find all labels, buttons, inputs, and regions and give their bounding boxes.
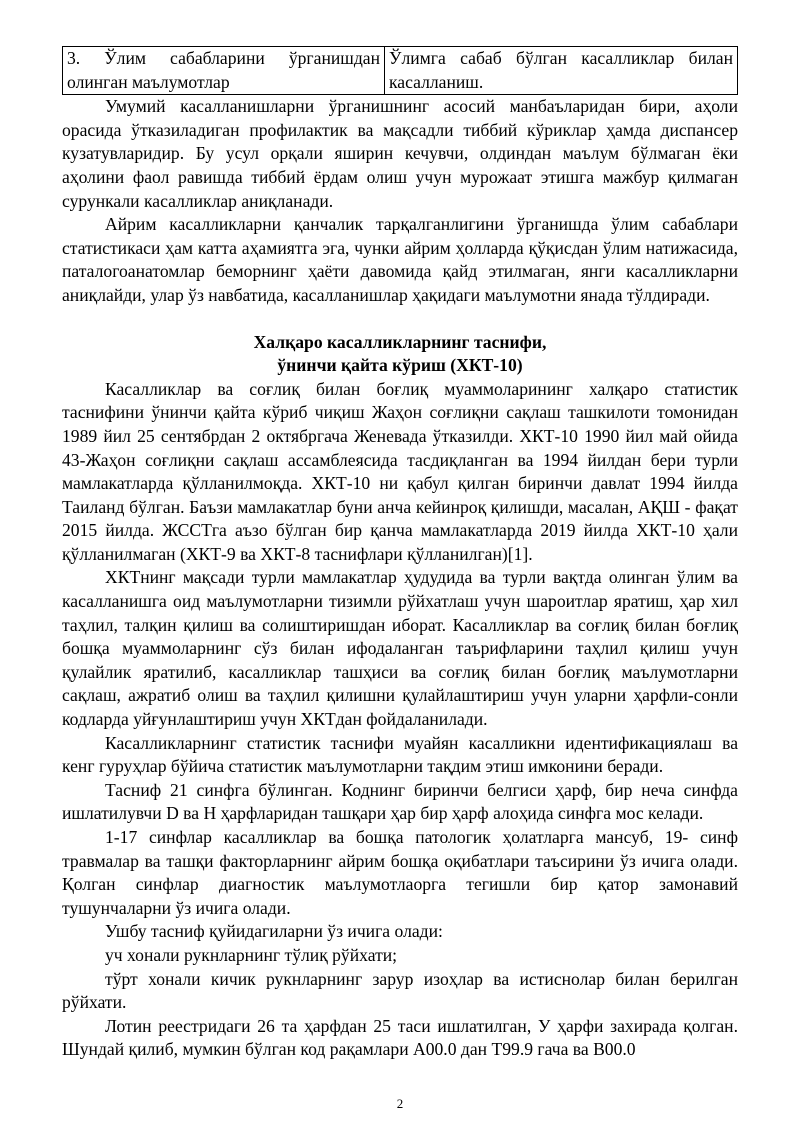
paragraph: Ушбу тасниф қуйидагиларни ўз ичига олади: (105, 921, 443, 942)
paragraph: Тасниф 21 синфга бўлинган. Коднинг биринчи белгиси ҳарф, бир неча синфда ишлатилувчи D ва H ҳарфларидан ташқари ҳар бир ҳарф алоҳида синфга мос келади. (62, 779, 738, 824)
paragraph: Касалликларнинг статистик таснифи муайян касалликни идентификациялаш ва кенг гуруҳлар бўйича статистик маълумотларни тақдим этиш имконини беради. (62, 732, 738, 777)
document-page (62, 46, 738, 1062)
section-heading (62, 331, 738, 378)
list-item: уч хонали рукнларнинг тўлиқ рўйхати; (105, 944, 398, 965)
paragraph: Умумий касалланишларни ўрганишнинг асосий манбаъларидан бири, аҳоли орасида ўтказиладиган профилактик ва мақсадли тиббий кўриклар ҳамда диспансер кузатувларидир. Бу усул орқали яширин кечувчи, олдиндан маълум бўлмаган ёки аҳолини фаол равишда тиббий ёрдам олиш учун мурожаат этишга мажбур қилмаган сурункали касалликлар аниқланади. (62, 96, 738, 211)
paragraph: Лотин реестридаги 26 та ҳарфдан 25 таси ишлатилган, У ҳарфи захирада қолган. Шундай қилиб, мумкин бўлган код рақамлари A00.0 дан T99.9 гача ва B00.0 (62, 1015, 738, 1060)
page-number: 2 (396, 1096, 404, 1111)
paragraph: Айрим касалликларни қанчалик тарқалганлигини ўрганишда ўлим сабаблари статистикаси ҳам катта аҳамиятга эга, чунки айрим ҳолларда қўқисдан ўлим натижасида, паталогоанатомлар беморнинг ҳаёти давомида қайд этилмаган, янги касалликларни аниқлайди, улар ўз навбатида, касалланишлар ҳақидаги маълумотни янада тўлдиради. (62, 214, 738, 305)
paragraph: 1-17 синфлар касалликлар ва бошқа патологик ҳолатларга мансуб, 19- синф травмалар ва ташқи факторларнинг айрим бошқа оқибатлари таъсирини ўз ичига олади. Қолган синфлар диагностик маълумотлаорга тегишли бир қатор замонавий тушунчаларни ўз ичига олади. (62, 827, 738, 918)
section-heading-line-1: Халқаро касалликларнинг таснифи, (253, 331, 547, 352)
info-table (62, 46, 738, 95)
list-item: тўрт хонали кичик рукнларнинг зарур изоҳлар ва истиснолар билан берилган рўйхати. (62, 968, 738, 1013)
paragraph: ХКТнинг мақсади турли мамлакатлар ҳудудида ва турли вақтда олинган ўлим ва касалланишга оид маълумотларни тизимли рўйхатлаш учун шароитлар яратиш, ҳар хил таҳлил, талқин қилиш ва солиштиришдан иборат. Касалликлар ва соғлиқ билан боғлиқ бошқа муаммоларнинг сўз билан ифодаланган таърифларини таҳлил қилиш учун қулайлик яратилиб, касалликлар ташҳиси ва соғлиқ билан боғлиқ маълумотларни сақлаш, ажратиб олиш ва таҳлил қилишни қулайлаштириш учун уларни ҳарфли-сонли кодларда уйғунлаштириш учун ХКТдан фойдаланилади. (62, 567, 738, 730)
table-cell-description: Ўлимга сабаб бўлган касалликлар билан касалланиш. (385, 47, 738, 95)
paragraph: Касалликлар ва соғлиқ билан боғлиқ муаммоларининг халқаро статистик таснифини ўнинчи қайта кўриб чиқиш Жаҳон соғлиқни сақлаш ташкилоти томонидан 1989 йил 25 сентябрдан 2 октябргача Женевада ўтказилди. ХКТ-10 1990 йил май ойида 43-Жаҳон соғлиқни сақлаш ассамблеясида тасдиқланган ва 1994 йилдан бери турли мамлакатларда қўлланилмоқда. ХКТ-10 ни қабул қилган биринчи давлат 1994 йилда Таиланд бўлган. Баъзи мамлакатлар буни анча кейинроқ қилишди, масалан, АҚШ - фақат 2015 йилда. ЖССТга аъзо бўлган бир қанча мамлакатларда 2019 йилда ХКТ-10 ҳали қўлланилмаган (ХКТ-9 ва ХКТ-8 таснифлари қўлланилган)[1]. (62, 378, 738, 564)
section-heading-line-2: ўнинчи қайта кўриш (ХКТ-10) (277, 355, 523, 376)
table-row (63, 47, 738, 95)
table-cell-source: 3. Ўлим сабабларини ўрганишдан олинган маълумотлар (63, 47, 385, 95)
